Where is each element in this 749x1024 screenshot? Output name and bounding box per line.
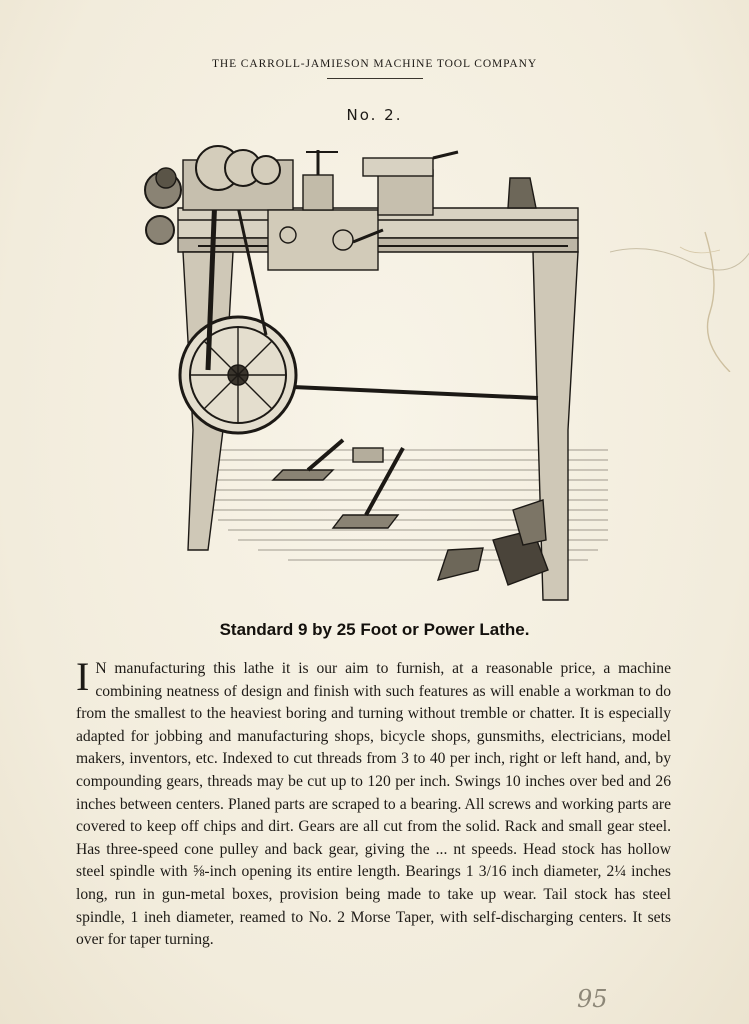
lathe-illustration [138, 130, 618, 610]
company-header: THE CARROLL-JAMIESON MACHINE TOOL COMPANY [211, 58, 538, 70]
paragraph-text: N manufacturing this lathe it is our aim to furnish, at a reasonable price, a machine combining neatness of design and finish with such features as will enable a workman to do from the smallest to the heaviest boring and turning without tremble or chatter. It is especially adapted for jobbing and manufacturing shops, bicycle shops, gunsmiths, electricians, model makers, inventors, etc. Indexed to cut threads from 3 to 40 per inch, right or left hand, and, by compounding gears, threads may be cut up to 120 per inch. Swings 10 inches over bed and 26 inches between centers. Planed parts are scraped to a bearing. All screws and working parts are covered to keep off chips and dirt. Gears are all cut from the solid. Rack and small gear steel. Has three-speed cone pulley and back gear, giving the ... nt speeds. Head stock has hollow steel spindle with ⅝-inch opening its entire length. Bearings 1 3/16 inch diameter, 2¼ inches long, run in gun-metal boxes, provision being made to take up wear. Tail stock has steel spindle, 1 ineh diameter, reamed to No. 2 Morse Taper, with self-discharging centers. It sets over for taper turning. [76, 660, 671, 949]
paper-crease [610, 222, 749, 372]
drop-cap: I [76, 654, 90, 699]
description-paragraph [76, 654, 671, 952]
pencil-annotation: 95 [577, 985, 608, 1013]
model-number: No. 2. [346, 106, 403, 124]
header-rule [327, 78, 423, 79]
illustration-caption: Standard 9 by 25 Foot or Power Lathe. [219, 620, 530, 639]
